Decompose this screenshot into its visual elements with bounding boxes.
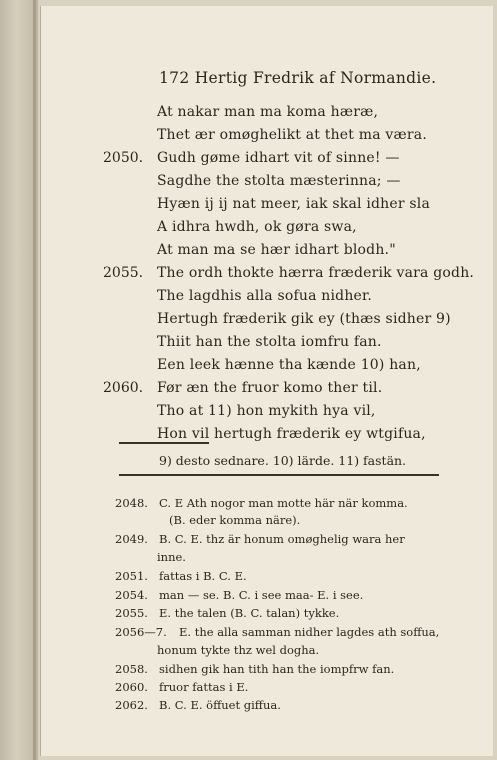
verse-line-number: 2060. (103, 380, 144, 396)
verse-line: At nakar man ma koma hæræ, (157, 104, 379, 120)
variant-number: 2048. (115, 496, 148, 510)
verse-line: Sagdhe the stolta mæsterinna; — (157, 173, 401, 189)
variant-text: (B. eder komma näre). (169, 513, 301, 527)
verse-line: Thet ær omøghelikt at thet ma væra. (157, 127, 427, 143)
verse-line: Hertugh fræderik gik ey (thæs sidher 9) (157, 311, 451, 327)
book-page (40, 6, 493, 756)
variant-text: inne. (157, 550, 186, 564)
verse-line: The lagdhis alla sofua nidher. (157, 288, 373, 304)
running-head: 172 Hertig Fredrik af Normandie. (159, 69, 437, 87)
verse-line: Hon vil hertugh fræderik ey wtgifua, (157, 426, 426, 442)
variant-number: 2060. (115, 680, 148, 694)
variant-text: sidhen gik han tith han the iompfrw fan. (159, 662, 395, 676)
variant-text: E. the talen (B. C. talan) tykke. (159, 606, 340, 620)
verse-line: Gudh gøme idhart vit of sinne! — (157, 150, 400, 166)
verse-line: Thiit han the stolta iomfru fan. (157, 334, 382, 350)
footnote: 9) desto sednare. 10) lärde. 11) fastän. (159, 453, 407, 468)
verse-line: Hyæn ij ij nat meer, iak skal idher sla (157, 196, 431, 212)
variant-text: B. C. E. thz är honum omøghelig wara her (159, 532, 405, 546)
variant-text: B. C. E. öffuet giffua. (159, 698, 281, 712)
verse-line: Før æn the fruor komo ther til. (157, 380, 383, 396)
verse-line-number: 2050. (103, 150, 144, 166)
variant-number: 2054. (115, 588, 148, 602)
variant-number: 2056—7. (115, 625, 167, 639)
book-binding (0, 0, 38, 760)
verse-line: At man ma se hær idhart blodh." (157, 242, 396, 258)
variant-number: 2051. (115, 569, 148, 583)
variant-number: 2055. (115, 606, 148, 620)
variant-text: E. the alla samman nidher lagdes ath soffua, (179, 625, 440, 639)
verse-line: The ordh thokte hærra fræderik vara godh. (157, 265, 475, 281)
variant-text: honum tykte thz wel dogha. (157, 643, 320, 657)
variant-text: fruor fattas i E. (159, 680, 249, 694)
verse-line-number: 2055. (103, 265, 144, 281)
variant-number: 2049. (115, 532, 148, 546)
verse-line: A idhra hwdh, ok gøra swa, (157, 219, 357, 235)
variant-text: man — se. B. C. i see maa- E. i see. (159, 588, 364, 602)
verse-line: Tho at 11) hon mykith hya vil, (157, 403, 376, 419)
verse-line: Een leek hænne tha kænde 10) han, (157, 357, 421, 373)
variant-text: fattas i B. C. E. (159, 569, 247, 583)
variant-number: 2062. (115, 698, 148, 712)
variant-text: C. E Ath nogor man motte här när komma. (159, 496, 408, 510)
variant-number: 2058. (115, 662, 148, 676)
variants-rule (119, 474, 439, 476)
footnote-rule (119, 442, 209, 444)
